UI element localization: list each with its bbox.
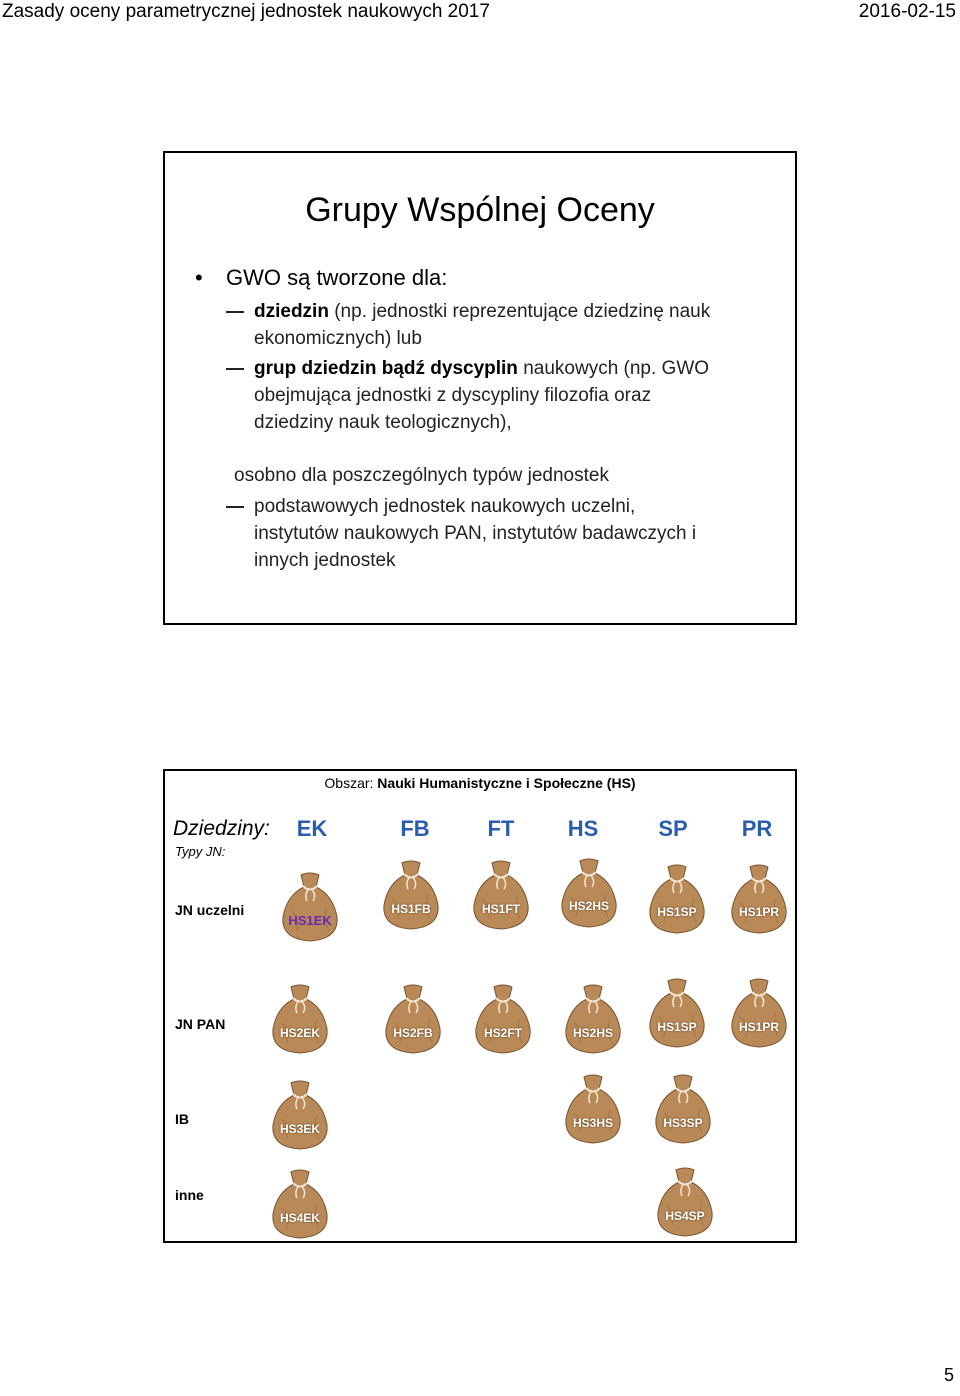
sack-icon <box>652 1073 714 1145</box>
sack-icon <box>562 983 624 1055</box>
slide-gwo <box>163 151 797 625</box>
sack-label: HS1FT <box>481 902 521 916</box>
domain-header-hs: HS <box>567 816 599 841</box>
sack-label: HS1SP <box>657 1020 697 1034</box>
sack-icon <box>279 871 341 943</box>
sack-icon <box>470 859 532 931</box>
sack-label: HS4SP <box>665 1209 705 1223</box>
separate-text: osobno dla poszczególnych typów jednostek <box>234 465 609 486</box>
dash-item-unit-types: podstawowych jednostek naukowych uczelni, instytutów naukowych PAN, instytutów badawczych i innych jednostek <box>254 493 696 574</box>
row-label-pan: JN PAN <box>175 1016 226 1032</box>
sack-label: HS1SP <box>657 905 697 919</box>
dash-item-domains: dziedzin (np. jednostki reprezentujące dziedzinę nauk ekonomicznych) lub <box>254 298 710 352</box>
slide-title: Grupy Wspólnej Oceny <box>305 191 655 229</box>
sack-label: HS1PR <box>738 1020 780 1034</box>
sack-label: HS4EK <box>279 1211 321 1225</box>
sack-label: HS2FB <box>393 1026 433 1040</box>
dash-icon <box>226 311 244 313</box>
sack-label: HS3HS <box>572 1116 614 1130</box>
sack-icon <box>472 983 534 1055</box>
dash-icon <box>226 506 244 508</box>
bullet-dot-icon: • <box>195 265 203 290</box>
slide-hs-area <box>163 769 797 1243</box>
sack-label: HS2HS <box>568 899 610 913</box>
types-label: Typy JN: <box>175 844 226 859</box>
domain-header-fb: FB <box>400 816 430 841</box>
sack-icon <box>728 977 790 1049</box>
domain-header-pr: PR <box>741 816 773 841</box>
sack-label: HS2FT <box>483 1026 523 1040</box>
sack-icon <box>646 863 708 935</box>
document-header-date: 2016-02-15 <box>858 1 956 22</box>
sack-label: HS3SP <box>663 1116 703 1130</box>
sack-label: HS2HS <box>572 1026 614 1040</box>
sack-icon <box>269 983 331 1055</box>
domain-header-sp: SP <box>658 816 688 841</box>
sack-label: HS2EK <box>279 1026 321 1040</box>
page-number: 5 <box>943 1365 954 1385</box>
row-label-inne: inne <box>175 1187 204 1203</box>
sack-icon <box>269 1168 331 1240</box>
sack-label: HS1PR <box>738 905 780 919</box>
area-title: Obszar: Nauki Humanistyczne i Społeczne (HS) <box>324 775 636 791</box>
row-label-ib: IB <box>175 1111 189 1127</box>
row-label-uczelni: JN uczelni <box>175 902 245 918</box>
document-header-title: Zasady oceny parametrycznej jednostek naukowych 2017 <box>2 1 490 22</box>
sack-icon <box>380 859 442 931</box>
sack-label: HS3EK <box>279 1122 321 1136</box>
bullet-text: GWO są tworzone dla: <box>226 265 448 290</box>
sack-label: HS1EK <box>288 913 332 928</box>
domain-header-ek: EK <box>296 816 328 841</box>
sack-icon <box>269 1079 331 1151</box>
sack-icon <box>728 863 790 935</box>
sack-icon <box>558 857 620 929</box>
sack-icon <box>382 983 444 1055</box>
dash-item-groups: grup dziedzin bądź dyscyplin naukowych (np. GWO obejmująca jednostki z dyscypliny filozofia oraz dziedziny nauk teologicznych), <box>254 355 709 436</box>
sack-label: HS1FB <box>391 902 431 916</box>
domains-label: Dziedziny: <box>173 817 270 840</box>
dash-icon <box>226 368 244 370</box>
sack-icon <box>646 977 708 1049</box>
domain-header-ft: FT <box>487 816 515 841</box>
sack-icon <box>562 1073 624 1145</box>
sack-icon <box>654 1166 716 1238</box>
